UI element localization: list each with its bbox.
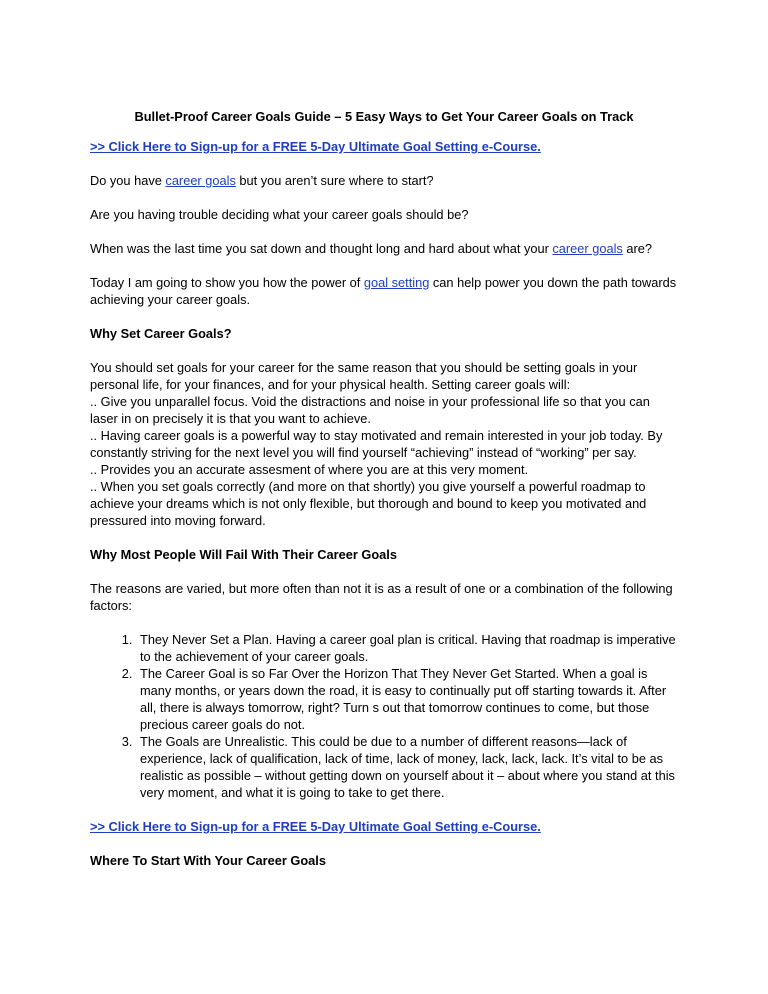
intro-paragraph-4: Today I am going to show you how the power of goal setting can help power you down the path towards achieving your career goals. bbox=[90, 275, 677, 307]
signup-link-top[interactable]: >> Click Here to Sign-up for a FREE 5-Day Ultimate Goal Setting e-Course. bbox=[90, 139, 541, 154]
why-fail-heading: Why Most People Will Fail With Their Career Goals bbox=[90, 547, 397, 562]
signup-link-bottom[interactable]: >> Click Here to Sign-up for a FREE 5-Day Ultimate Goal Setting e-Course. bbox=[90, 819, 541, 834]
reasons-list bbox=[90, 631, 678, 801]
goal-setting-link[interactable]: goal setting bbox=[363, 275, 430, 290]
why-set-bullet: .. When you set goals correctly (and more on that shortly) you give yourself a powerful roadmap to achieve your dreams which is not only flexible, but thorough and bound to keep you motivated and pressured into moving forward. bbox=[90, 479, 647, 528]
list-item: 1. They Never Set a Plan. Having a career goal plan is critical. Having that roadmap is imperative to the achievement of your career goals. bbox=[136, 631, 678, 665]
list-item: 3. The Goals are Unrealistic. This could be due to a number of different reasons—lack of experience, lack of qualification, lack of time, lack of money, lack, lack, lack. It’s vital to be as realistic as possible – without getting down on yourself about it – about where you stand at this very moment, and what it is going to take to get there. bbox=[136, 733, 678, 801]
where-start-heading: Where To Start With Your Career Goals bbox=[90, 853, 326, 868]
why-set-bullet: .. Give you unparallel focus. Void the distractions and noise in your professional life so that you can laser in on precisely it is that you want to achieve. bbox=[90, 394, 650, 426]
why-set-lead: You should set goals for your career for the same reason that you should be setting goals in your personal life, for your finances, and for your physical health. Setting career goals will: bbox=[90, 360, 638, 392]
intro-paragraph-3: When was the last time you sat down and thought long and hard about what your career goals are? bbox=[90, 241, 652, 256]
why-set-section bbox=[90, 359, 678, 529]
list-item: 2. The Career Goal is so Far Over the Horizon That They Never Get Started. When a goal is many months, or years down the road, it is easy to continually put off starting towards it. After all, there is always tomorrow, right? Turn s out that tomorrow continues to come, but those precious career goals do not. bbox=[136, 665, 678, 733]
intro-paragraph-2: Are you having trouble deciding what your career goals should be? bbox=[90, 207, 469, 222]
document-title: Bullet-Proof Career Goals Guide – 5 Easy Ways to Get Your Career Goals on Track bbox=[134, 109, 634, 124]
why-set-heading: Why Set Career Goals? bbox=[90, 326, 232, 341]
career-goals-link-2[interactable]: career goals bbox=[552, 241, 623, 256]
why-set-bullet: .. Provides you an accurate assesment of where you are at this very moment. bbox=[90, 462, 529, 477]
why-fail-lead: The reasons are varied, but more often than not it is as a result of one or a combination of the following factors: bbox=[90, 581, 673, 613]
why-set-bullet: .. Having career goals is a powerful way to stay motivated and remain interested in your job today. By constantly striving for the next level you will find yourself “achieving” instead of “working” per say. bbox=[90, 428, 663, 460]
career-goals-link-1[interactable]: career goals bbox=[165, 173, 236, 188]
intro-paragraph-1: Do you have career goals but you aren’t sure where to start? bbox=[90, 173, 434, 188]
